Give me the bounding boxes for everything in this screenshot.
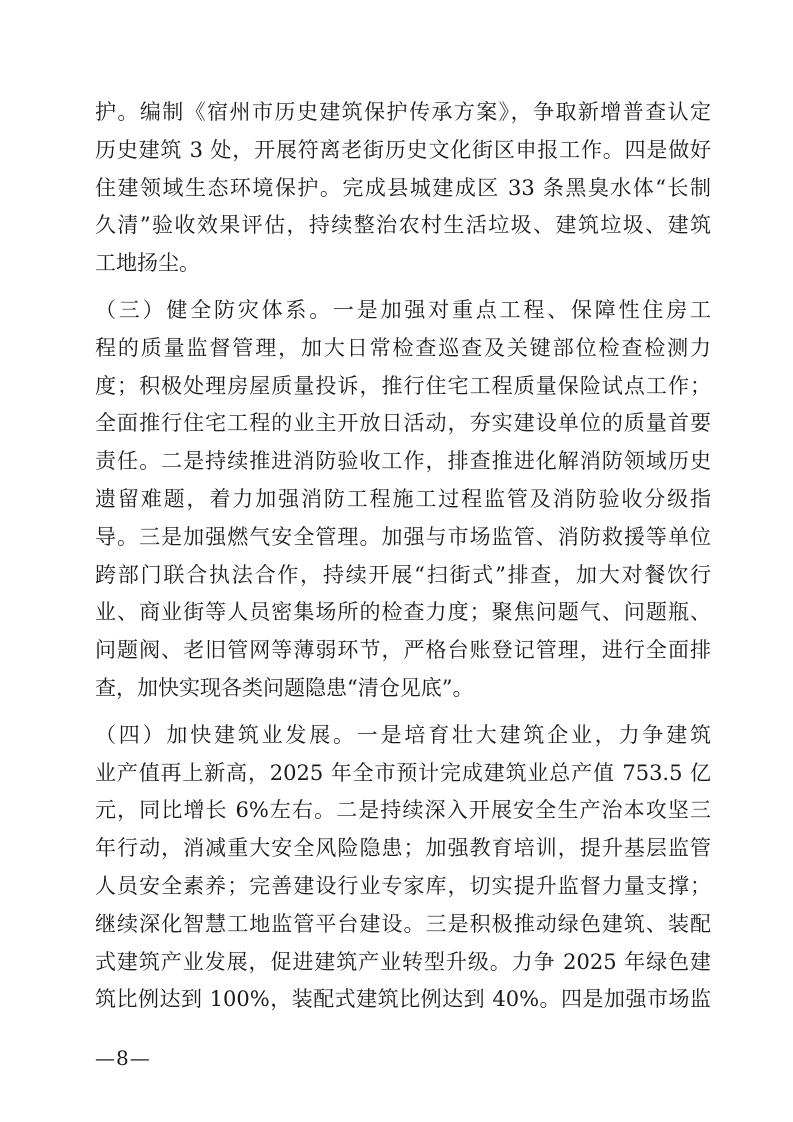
text-line: 查，加快实现各类问题隐患“清仓见底”。	[95, 675, 474, 700]
text-line: 人员安全素养；完善建设行业专家库，切实提升监督力量支撑；	[95, 873, 711, 898]
text-line: 筑比例达到 100%，装配式建筑比例达到 40%。四是加强市场监	[95, 987, 711, 1012]
text-line: 业、商业街等人员密集场所的检查力度；聚焦问题气、问题瓶、	[95, 600, 711, 625]
text-line: 遗留难题，着力加强消防工程施工过程监管及消防验收分级指	[95, 486, 711, 511]
text-line: 年行动，消减重大安全风险隐患；加强教育培训，提升基层监管	[95, 836, 711, 861]
text-line: 程的质量监督管理，加大日常检查巡查及关键部位检查检测力	[95, 335, 711, 360]
paragraph-disaster-prevention	[95, 292, 711, 708]
text-line: 久清”验收效果评估，持续整治农村生活垃圾、建筑垃圾、建筑	[95, 213, 711, 238]
text-line: （四）加快建筑业发展。一是培育壮大建筑企业，力争建筑	[95, 722, 711, 747]
text-line: （三）健全防灾体系。一是加强对重点工程、保障性住房工	[95, 297, 711, 322]
paragraph-heritage-ecology	[95, 94, 711, 283]
text-line: 继续深化智慧工地监管平台建设。三是积极推动绿色建筑、装配	[95, 911, 711, 936]
text-line: 导。三是加强燃气安全管理。加强与市场监管、消防救援等单位	[95, 524, 711, 549]
text-line: 跨部门联合执法合作，持续开展“扫街式”排查，加大对餐饮行	[95, 562, 711, 587]
page-number: —8—	[95, 1046, 151, 1070]
text-line: 责任。二是持续推进消防验收工作，排查推进化解消防领域历史	[95, 449, 711, 474]
text-line: 全面推行住宅工程的业主开放日活动，夯实建设单位的质量首要	[95, 411, 711, 436]
text-line: 业产值再上新高，2025 年全市预计完成建筑业总产值 753.5 亿	[95, 760, 711, 785]
paragraph-spacer	[95, 708, 711, 717]
text-line: 式建筑产业发展，促进建筑产业转型升级。力争 2025 年绿色建	[95, 949, 711, 974]
text-line: 护。编制《宿州市历史建筑保护传承方案》，争取新增普查认定	[95, 100, 711, 124]
paragraph-spacer	[95, 283, 711, 292]
text-line: 问题阀、老旧管网等薄弱环节，严格台账登记管理，进行全面排	[95, 638, 711, 663]
text-line: 元，同比增长 6%左右。二是持续深入开展安全生产治本攻坚三	[95, 798, 711, 823]
text-line: 历史建筑 3 处，开展符离老街历史文化街区申报工作。四是做好	[95, 137, 711, 162]
paragraph-construction-industry	[95, 717, 711, 1019]
text-line: 度；积极处理房屋质量投诉，推行住宅工程质量保险试点工作；	[95, 373, 711, 398]
text-line: 工地扬尘。	[95, 251, 200, 276]
document-body	[95, 94, 711, 1019]
text-line: 住建领域生态环境保护。完成县城建成区 33 条黑臭水体“长制	[95, 175, 711, 200]
